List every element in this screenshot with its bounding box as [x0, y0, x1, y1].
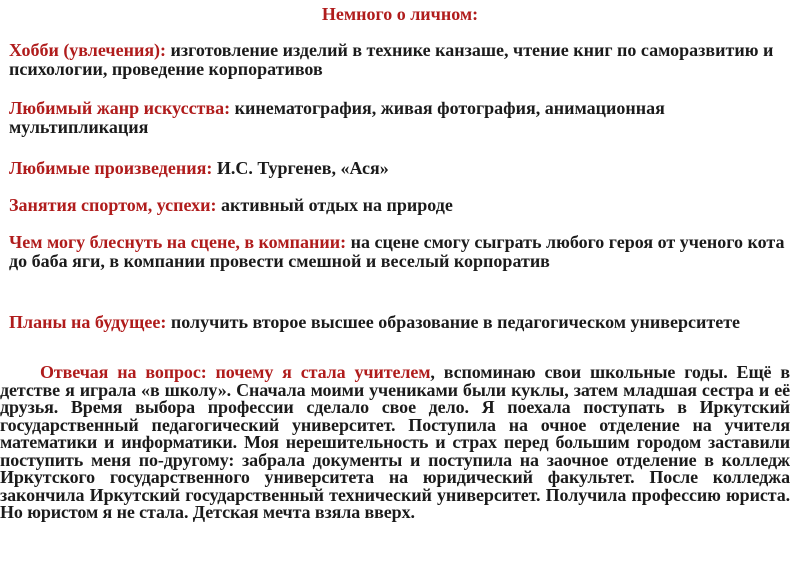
- item-value: активный отдых на природе: [216, 195, 453, 215]
- item-sport: [9, 196, 791, 215]
- item-label: Планы на будущее:: [9, 312, 167, 332]
- item-value: изготовление изделий в технике канзаше, чтение книг по саморазвитию и психологии, проведение корпоративов: [9, 40, 774, 79]
- item-stage: [9, 233, 791, 271]
- item-label: Чем могу блеснуть на сцене, в компании:: [9, 232, 347, 252]
- story-text: , вспоминаю свои школьные годы. Ещё в детстве я играла «в школу». Сначала моими учениками были куклы, затем младшая сестра и её друзья. Время выбора профессии сделало свое дело. Я поехала поступать в Иркутский государственный педагогический университет. Поступила на очное отделение на учителя математики и информатики. Моя нерешительность и страх перед большим городом заставили поступить меня по-другому: забрала документы и поступила на заочное отделение в колледж Иркутского государственного университета на юридический факультет. После колледжа закончила Иркутский государственный технический университет. Получила профессию юриста. Но юристом я не стала. Детская мечта взяла вверх.: [0, 362, 790, 522]
- item-favorite-works: [9, 159, 791, 178]
- story-lead: Отвечая на вопрос: почему я стала учителем: [40, 362, 431, 382]
- item-value: кинематография, живая фотография, анимационная мультипликация: [9, 98, 665, 137]
- item-label: Любимые произведения:: [9, 158, 213, 178]
- item-value: на сцене смогу сыграть любого героя от ученого кота до баба яги, в компании провести смешной и веселый корпоратив: [9, 232, 785, 271]
- item-value: И.С. Тургенев, «Ася»: [212, 158, 389, 178]
- item-art-genre: [9, 99, 791, 137]
- item-label: Хобби (увлечения):: [9, 40, 167, 60]
- story-paragraph: [0, 364, 790, 522]
- page-title: Немного о личном:: [321, 4, 479, 24]
- item-label: Занятия спортом, успехи:: [9, 195, 217, 215]
- item-hobby: [9, 41, 791, 79]
- item-label: Любимый жанр искусства:: [9, 98, 231, 118]
- item-plans: [9, 313, 791, 332]
- item-value: получить второе высшее образование в педагогическом университете: [166, 312, 741, 332]
